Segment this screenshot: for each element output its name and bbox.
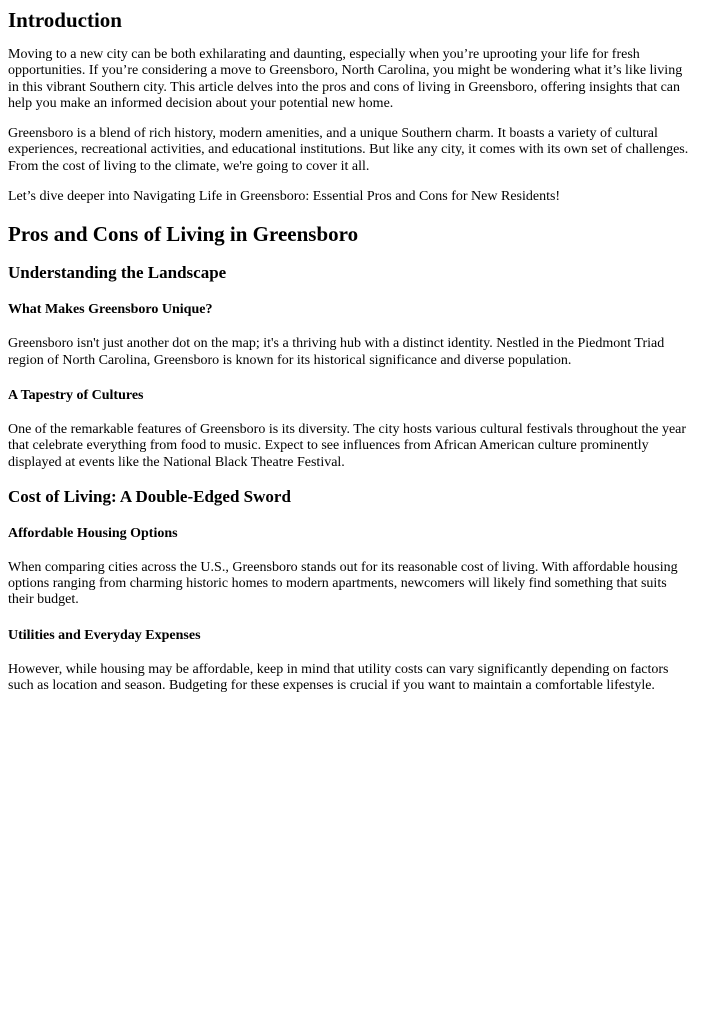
intro-paragraph-2 <box>8 126 712 175</box>
text-line: displayed at events like the National Black Theatre Festival. <box>8 454 345 470</box>
text-line: Greensboro is a blend of rich history, modern amenities, and a unique Southern charm. It boasts a variety of cultural <box>8 126 658 142</box>
text-line: help you make an informed decision about your potential new home. <box>8 95 394 111</box>
landscape-heading: Understanding the Landscape <box>8 263 227 283</box>
text-line: One of the remarkable features of Greensboro is its diversity. The city hosts various cultural festivals throughout the year <box>8 421 687 437</box>
section-heading: Pros and Cons of Living in Greensboro <box>8 222 359 247</box>
intro-paragraph-1 <box>8 47 712 112</box>
text-line: region of North Carolina, Greensboro is known for its historical significance and diverse population. <box>8 352 572 368</box>
text-line: options ranging from charming historic homes to modern apartments, newcomers will likely find something that suits <box>8 576 667 592</box>
text-line: experiences, recreational activities, and educational institutions. But like any city, it comes with its own set of challenges. <box>8 142 689 158</box>
text-line: Greensboro isn't just another dot on the map; it's a thriving hub with a distinct identity. Nestled in the Piedmont Triad <box>8 336 665 352</box>
utilities-heading: Utilities and Everyday Expenses <box>8 627 201 643</box>
text-line: such as location and season. Budgeting for these expenses is crucial if you want to maintain a comfortable lifestyle. <box>8 678 655 694</box>
housing-paragraph <box>8 560 712 609</box>
unique-paragraph <box>8 336 712 369</box>
cultures-paragraph <box>8 422 712 471</box>
text-line: Let’s dive deeper into Navigating Life in Greensboro: Essential Pros and Cons for New Residents! <box>8 189 561 205</box>
text-line: opportunities. If you’re considering a move to Greensboro, North Carolina, you might be wondering what it’s like living <box>8 63 683 79</box>
unique-heading: What Makes Greensboro Unique? <box>8 302 213 318</box>
text-line: However, while housing may be affordable, keep in mind that utility costs can vary significantly depending on factors <box>8 661 669 677</box>
cost-heading: Cost of Living: A Double-Edged Sword <box>8 486 291 506</box>
text-line: From the cost of living to the climate, we're going to cover it all. <box>8 158 370 174</box>
text-line: Moving to a new city can be both exhilarating and daunting, especially when you’re uprooting your life for fresh <box>8 47 640 62</box>
cultures-heading: A Tapestry of Cultures <box>8 387 144 403</box>
text-line: that celebrate everything from food to music. Expect to see influences from African American culture prominently <box>8 438 649 454</box>
intro-paragraph-3 <box>8 189 712 205</box>
utilities-paragraph <box>8 662 712 695</box>
text-line: When comparing cities across the U.S., Greensboro stands out for its reasonable cost of living. With affordable housing <box>8 559 678 575</box>
intro-heading: Introduction <box>8 8 122 32</box>
housing-heading: Affordable Housing Options <box>8 525 178 541</box>
text-line: their budget. <box>8 592 79 608</box>
text-line: in this vibrant Southern city. This article delves into the pros and cons of living in Greensboro, offering insights that can <box>8 79 681 95</box>
